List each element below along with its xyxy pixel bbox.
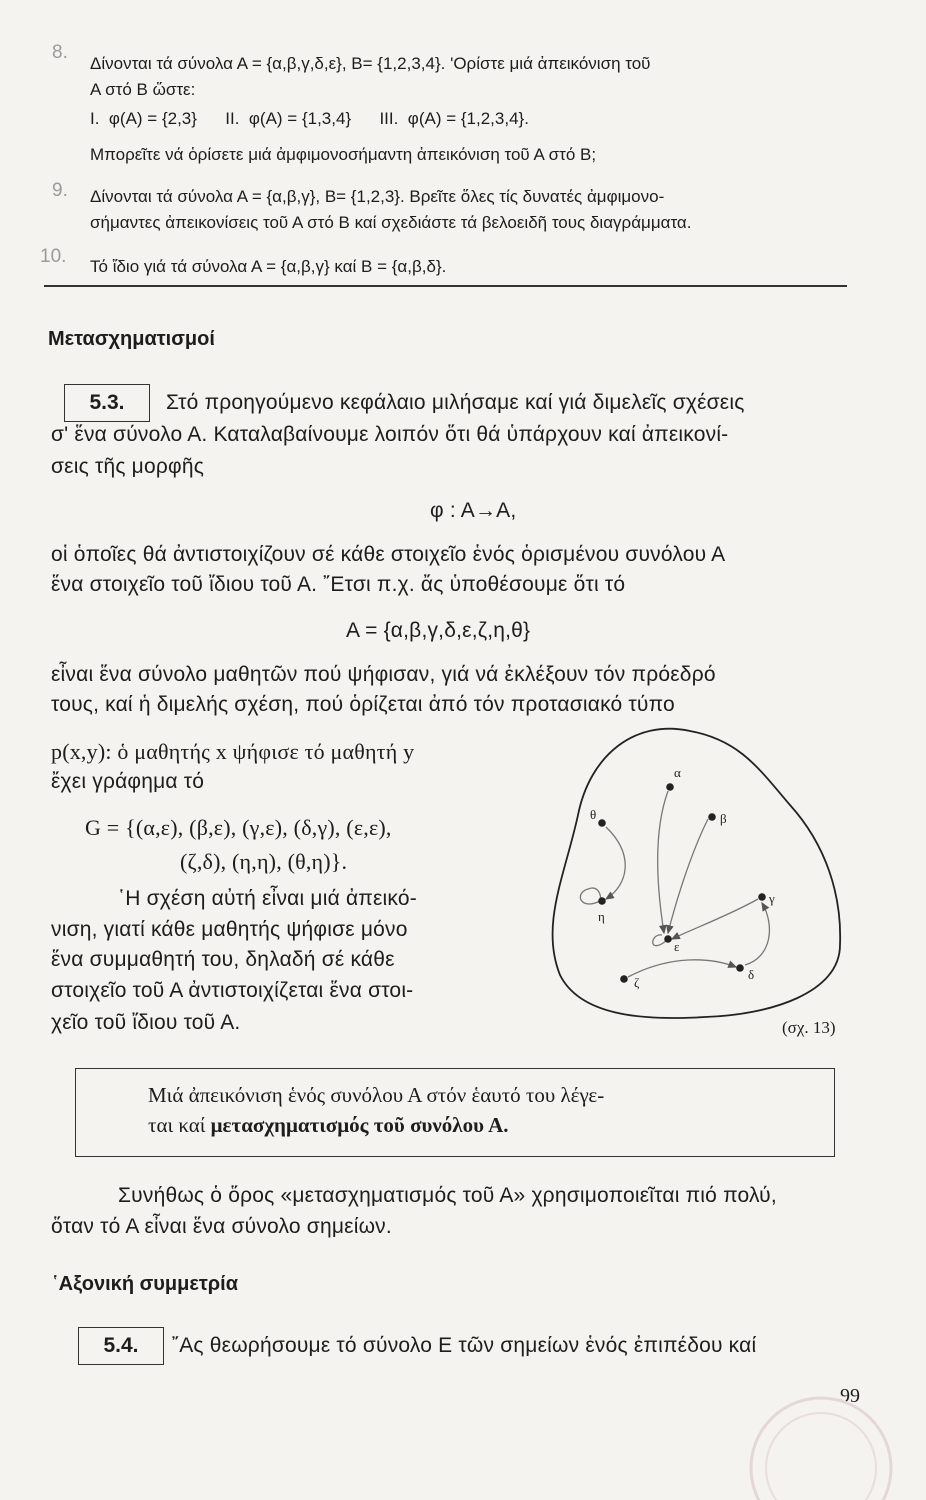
exercise-8-line-2: Α στό Β ὥστε:	[90, 80, 196, 99]
label-gamma: γ	[769, 891, 775, 906]
section-divider	[44, 285, 847, 287]
arrow-diagram-figure	[540, 725, 870, 1035]
propositional-formula: p(x,y): ὁ μαθητής x ψήφισε τό μαθητή y	[51, 739, 415, 764]
label-zeta: ζ	[634, 975, 640, 990]
loop-eta	[580, 888, 600, 904]
para-5-3-line-12: ἕνα συμμαθητή του, δηλαδή σέ κάθε	[51, 948, 395, 971]
para-5-3-line-6: εἶναι ἕνα σύνολο μαθητῶν πού ψήφισαν, γιά νά ἐκλέξουν τόν πρόεδρό	[51, 663, 716, 686]
section2-title: ῾Αξονική συμμετρία	[52, 1273, 239, 1295]
graph-set-line-1: G = {(α,ε), (β,ε), (γ,ε), (δ,γ), (ε,ε),	[85, 815, 392, 840]
arrow-theta-eta	[606, 827, 625, 899]
arrow-gamma-epsilon	[672, 899, 758, 939]
label-delta: δ	[748, 967, 755, 982]
para-5-3-line-7: τους, καί ἡ διμελής σχέση, πού ὁρίζεται ἀπό τόν προτασιακό τύπο	[51, 693, 675, 716]
arrow-beta-epsilon	[668, 819, 708, 933]
para-5-3-line-1: Στό προηγούμενο κεφάλαιο μιλήσαμε καί γιά διμελεῖς σχέσεις	[166, 391, 745, 414]
para-5-3-line-4: οἱ ὁποῖες θά ἀντιστοιχίζουν σέ κάθε στοιχεῖο ἑνός ὁρισμένου συνόλου Α	[51, 543, 726, 566]
arrow-alpha-epsilon	[658, 791, 668, 933]
library-stamp-watermark	[735, 1372, 905, 1500]
graph-set-line-2: (ζ,δ), (η,η), (θ,η)}.	[180, 849, 348, 874]
point-epsilon	[664, 935, 672, 943]
para-5-3-line-13: στοιχεῖο τοῦ Α ἀντιστοιχίζεται ἕνα στοι-	[51, 979, 414, 1002]
formula-set-A: Α = {α,β,γ,δ,ε,ζ,η,θ}	[346, 619, 531, 642]
label-alpha: α	[674, 765, 681, 780]
definition-line-1: Μιά ἀπεικόνιση ἑνός συνόλου Α στόν ἑαυτό του λέγε-	[148, 1083, 605, 1107]
formula-mapping: φ : Α→Α,	[430, 499, 517, 522]
definition-line-2	[148, 1113, 509, 1138]
label-eta: η	[598, 909, 605, 924]
exercise-8-line-4: Μπορεῖτε νά ὁρίσετε μιά ἀμφιμονοσήμαντη ἀπεικόνιση τοῦ Α στό Β;	[90, 145, 597, 164]
definition-line-2-prefix: ται καί	[148, 1113, 211, 1137]
figure-caption: (σχ. 13)	[782, 1018, 836, 1037]
para-5-3-line-14: χεῖο τοῦ ἴδιου τοῦ Α.	[51, 1011, 241, 1034]
after-def-line-1: Συνήθως ὁ ὅρος «μετασχηματισμός τοῦ Α» χρησιμοποιεῖται πιό πολύ,	[118, 1184, 777, 1207]
arrow-delta-gamma	[745, 903, 769, 965]
para-5-3-line-5: ἕνα στοιχεῖο τοῦ ἴδιου τοῦ Α. ῎Ετσι π.χ. ἄς ὑποθέσουμε ὅτι τό	[51, 573, 626, 596]
exercise-number-9: 9.	[52, 180, 68, 201]
loop-epsilon	[653, 935, 666, 946]
para-5-3-line-9: ἔχει γράφημα τό	[51, 770, 205, 793]
section-title: Μετασχηματισμοί	[48, 328, 215, 350]
point-theta	[598, 819, 606, 827]
point-beta	[708, 813, 716, 821]
para-5-3-line-11: νιση, γιατί κάθε μαθητής ψήφισε μόνο	[51, 918, 408, 941]
para-5-3-line-3: σεις τῆς μορφῆς	[51, 455, 205, 478]
exercise-number-8: 8.	[52, 42, 68, 63]
exercise-10-line-1: Τό ἴδιο γιά τά σύνολα Α = {α,β,γ} καί Β = {α,β,δ}.	[90, 257, 447, 276]
para-5-3-line-10: ῾Η σχέση αὐτή εἶναι μιά ἀπεικό-	[118, 887, 417, 910]
point-delta	[736, 964, 744, 972]
label-epsilon: ε	[674, 939, 680, 954]
page-number: 99	[840, 1385, 860, 1407]
set-boundary	[553, 729, 841, 1018]
exercise-9-line-1: Δίνονται τά σύνολα Α = {α,β,γ}, Β= {1,2,3}. Βρεῖτε ὅλες τίς δυνατές ἀμφιμονο-	[90, 187, 665, 206]
exercise-8-line-3: I. φ(Α) = {2,3} II. φ(Α) = {1,3,4} III. φ(Α) = {1,2,3,4}.	[90, 109, 529, 128]
label-beta: β	[720, 811, 727, 826]
point-alpha	[666, 783, 674, 791]
exercise-9-line-2: σήμαντες ἀπεικονίσεις τοῦ Α στό Β καί σχεδιάστε τά βελοειδῆ τους διαγράμματα.	[90, 213, 692, 232]
exercise-number-10: 10.	[40, 246, 67, 267]
paragraph-5-4-number-box: 5.4.	[78, 1327, 164, 1365]
para-5-3-line-2: σ' ἕνα σύνολο Α. Καταλαβαίνουμε λοιπόν ὅτι θά ὑπάρχουν καί ἀπεικονί-	[51, 423, 729, 446]
paragraph-number-box: 5.3.	[64, 384, 150, 422]
point-eta	[598, 897, 606, 905]
point-gamma	[758, 893, 766, 901]
label-theta: θ	[590, 807, 597, 822]
definition-term: μετασχηματισμός τοῦ συνόλου Α.	[210, 1113, 509, 1137]
after-def-line-2: ὅταν τό Α εἶναι ἕνα σύνολο σημείων.	[51, 1215, 392, 1238]
arrow-zeta-delta	[628, 960, 736, 977]
definition-box	[75, 1068, 835, 1157]
point-zeta	[620, 975, 628, 983]
exercise-8-line-1: Δίνονται τά σύνολα Α = {α,β,γ,δ,ε}, Β= {1,2,3,4}. 'Ορίστε μιά ἀπεικόνιση τοῦ	[90, 54, 651, 73]
para-5-4-line-1: ῎Ας θεωρήσουμε τό σύνολο Ε τῶν σημείων ἑνός ἐπιπέδου καί	[172, 1334, 757, 1357]
